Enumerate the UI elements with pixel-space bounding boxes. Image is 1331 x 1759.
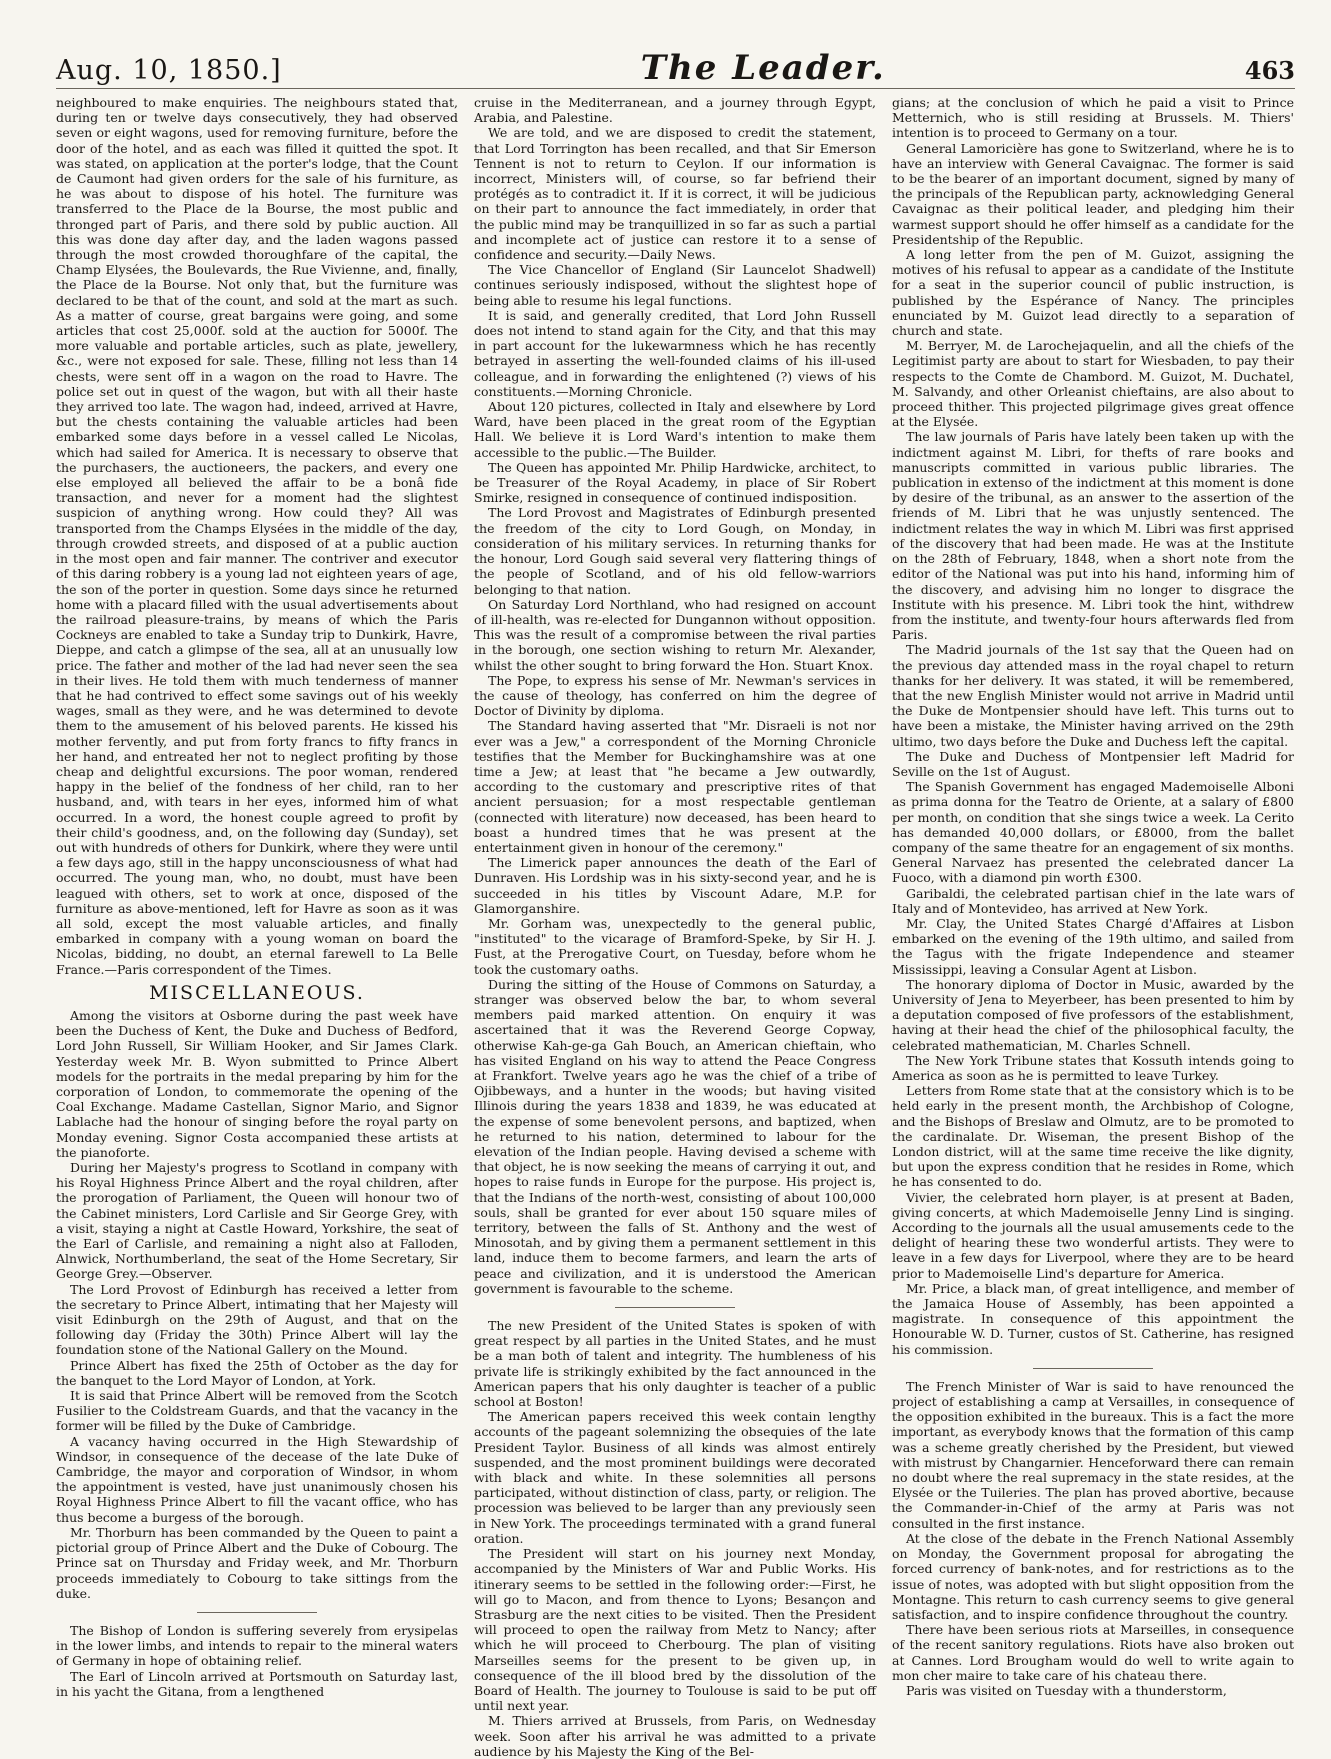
paragraph: The Lord Provost and Magistrates of Edinburgh presented the freedom of the city to Lord Gough, on Monday, in consideration of his military services. In returning thanks for the honour, Lord Gough said several very flattering things of the people of Scotland, and of his old fellow-warriors belonging to that nation. <box>474 505 876 597</box>
american-news-items <box>474 1318 876 1759</box>
paragraph: M. Thiers arrived at Brussels, from Paris, on Wednesday week. Soon after his arrival he was admitted to a private audience by his Majesty the King of the Bel- <box>474 1713 876 1759</box>
paragraph: Mr. Gorham was, unexpectedly to the general public, "instituted" to the vicarage of Bramford-Speke, by Sir H. J. Fust, at the Prerogative Court, on Tuesday, before whom he took the customary oaths. <box>474 915 876 977</box>
paragraph: During the sitting of the House of Commons on Saturday, a stranger was observed below the bar, to whom several members paid marked attention. On enquiry it was ascertained that it was the Reverend George Copway, otherwise Kah-ge-ga Gah Bouch, an American chieftain, who has visited England on his way to attend the Peace Congress at Frankfort. Twelve years ago he was the chief of a tribe of Ojibbeways, and a hunter in the woods; but having visited Illinois during the years 1838 and 1839, he was educated at the expense of some benevolent persons, and baptized, when he returned to his nation, determined to labour for the elevation of the Indian people. Having devised a scheme with that object, he is now seeking the means of carrying it out, and hopes to raise funds in Europe for the purpose. His project is, that the Indians of the north-west, consisting of about 100,000 souls, shall be granted for ever about 150 square miles of territory, between the falls of St. Anthony and the west of Minosotah, and by giving them a permanent settlement in this land, induce them to become farmers, and learn the arts of peace and civilization, and it is understood the American government is favourable to the scheme. <box>474 976 876 1296</box>
paragraph: The honorary diploma of Doctor in Music, awarded by the University of Jena to Meyerbeer, has been presented to him by a deputation composed of five professors of the establishment, having at their head the chief of the philosophical faculty, the celebrated mathematician, M. Charles Schnell. <box>892 976 1294 1053</box>
paragraph: The French Minister of War is said to have renounced the project of establishing a camp at Versailles, in consequence of the opposition exhibited in the bureaux. This is a fact the more important, as everybody knows that the formation of this camp was a scheme greatly cherished by the President, but viewed with mistrust by Changarnier. Henceforward there can remain no doubt where the real supremacy in the state resides, at the Elysée or the Tuileries. The plan has proved abortive, because the Commander-in-Chief of the army at Paris was not consulted in the first instance. <box>892 1378 1294 1531</box>
paragraph: The Spanish Government has engaged Mademoiselle Alboni as prima donna for the Teatro de Oriente, at a salary of £800 per month, on condition that she sings twice a week. La Cerito has demanded 40,000 dollars, or £8000, from the ballet company of the same theatre for an engagement of six months. General Narvaez has presented the celebrated dancer La Fuoco, with a diamond pin worth £300. <box>892 779 1294 886</box>
masthead <box>56 48 1295 89</box>
paragraph: The American papers received this week contain lengthy accounts of the pageant solemnizing the obsequies of the late President Taylor. Business of all kinds was almost entirely suspended, and the most prominent buildings were decorated with black and white. In these solemnities all persons participated, without distinction of class, party, or religion. The procession was believed to be larger than any previously seen in New York. The proceedings terminated with a grand funeral oration. <box>474 1409 876 1546</box>
paragraph: Mr. Price, a black man, of great intelligence, and member of the Jamaica House of Assembly, has been appointed a magistrate. In consequence of this appointment the Honourable W. D. Turner, custos of St. Catherine, has resigned his commission. <box>892 1280 1294 1357</box>
paragraph: On Saturday Lord Northland, who had resigned on account of ill-health, was re-elected for Dungannon without opposition. This was the result of a compromise between the rival parties in the borough, one section wishing to return Mr. Alexander, whilst the other sought to bring forward the Hon. Stuart Knox. <box>474 596 876 673</box>
paragraph: A long letter from the pen of M. Guizot, assigning the motives of his refusal to appear as a candidate of the Institute for a seat in the superior council of public instruction, is published by the Espérance of Nancy. The principles enunciated by M. Guizot lead directly to a separation of church and state. <box>892 247 1294 339</box>
section-heading-miscellaneous: MISCELLANEOUS. <box>149 981 365 1004</box>
paragraph: The Limerick paper announces the death of the Earl of Dunraven. His Lordship was in his sixty-second year, and he is succeeded in his titles by Viscount Adare, M.P. for Glamorganshire. <box>474 855 876 916</box>
paragraph: There have been serious riots at Marseilles, in consequence of the recent sanitory regulations. Riots have also broken out at Cannes. Lord Brougham would do well to write again to mon cher maire to take care of his chateau there. <box>892 1622 1294 1683</box>
french-news-items <box>892 1379 1294 1698</box>
miscellaneous-items-continued <box>56 1623 458 1699</box>
paragraph: About 120 pictures, collected in Italy and elsewhere by Lord Ward, have been placed in the great room of the Egyptian Hall. We believe it is Lord Ward's intention to make them accessible to the public.—The Builder. <box>474 399 876 460</box>
paragraph: Mr. Clay, the United States Chargé d'Affaires at Lisbon embarked on the evening of the 19th ultimo, and sailed from the Tagus with the frigate Independence and steamer Mississippi, leaving a Consular Agent at Lisbon. <box>892 915 1294 977</box>
paragraph: It is said, and generally credited, that Lord John Russell does not intend to stand again for the City, and that this may in part account for the lukewarmness which he has recently betrayed in asserting the well-founded claims of his ill-used colleague, and in forwarding the enlightened (?) views of his constituents.—Morning Chronicle. <box>474 307 876 399</box>
paragraph: A vacancy having occurred in the High Stewardship of Windsor, in consequence of the decease of the late Duke of Cambridge, the mayor and corporation of Windsor, in whom the appointment is vested, have just unanimously chosen his Royal Highness Prince Albert to fill the vacant office, who has thus become a burgess of the borough. <box>56 1433 458 1525</box>
paragraph: The Earl of Lincoln arrived at Portsmouth on Saturday last, in his yacht the Gitana, from a lengthened <box>56 1668 458 1699</box>
news-items <box>474 95 876 1296</box>
newspaper-title: The Leader. <box>640 48 886 88</box>
paragraph: Among the visitors at Osborne during the past week have been the Duchess of Kent, the Duke and Duchess of Bedford, Lord John Russell, Sir William Hooker, and Sir James Clark. Yesterday week Mr. B. Wyon submitted to Prince Albert models for the portraits in the medal preparing by him for the corporation of London, to commemorate the opening of the Coal Exchange. Madame Castellan, Signor Mario, and Signor Lablache had the honour of singing before the royal party on Monday evening. Signor Costa accompanied these artists at the pianoforte. <box>56 1007 458 1160</box>
paragraph: Letters from Rome state that at the consistory which is to be held early in the present month, the Archbishop of Cologne, and the Bishops of Breslaw and Olmutz, are to be promoted to the cardinalate. Dr. Wiseman, the present Bishop of the London district, will at the same time receive the like dignity, but upon the express condition that he resides in Rome, which he has consented to do. <box>892 1083 1294 1190</box>
paragraph: M. Berryer, M. de Larochejaquelin, and all the chiefs of the Legitimist party are about to start for Wiesbaden, to pay their respects to the Comte de Chambord. M. Guizot, M. Duchatel, M. Salvandy, and other Orleanist chieftains, are also about to proceed thither. This projected pilgrimage gives great offence at the Elysée. <box>892 338 1294 430</box>
paragraph: The Madrid journals of the 1st say that the Queen had on the previous day attended mass in the royal chapel to return thanks for her delivery. It was stated, it will be remembered, that the new English Minister would not arrive in Madrid until the Duke de Montpensier should have left. This turns out to have been a mistake, the Minister having arrived on the 29th ultimo, two days before the Duke and Duchess left the capital. <box>892 642 1294 749</box>
paragraph: gians; at the conclusion of which he paid a visit to Prince Metternich, who is still residing at Brussels. M. Thiers' intention is to proceed to Germany on a tour. <box>892 95 1294 141</box>
paragraph: The New York Tribune states that Kossuth intends going to America as soon as he is permitted to leave Turkey. <box>892 1052 1294 1083</box>
paragraph: The Vice Chancellor of England (Sir Launcelot Shadwell) continues seriously indisposed, without the slightest hope of being able to resume his legal functions. <box>474 262 876 308</box>
paragraph: It is said that Prince Albert will be removed from the Scotch Fusilier to the Coldstream Guards, and that the vacancy in the former will be filled by the Duke of Cambridge. <box>56 1388 458 1434</box>
issue-date: Aug. 10, 1850.] <box>56 55 282 86</box>
column-1 <box>56 95 458 1759</box>
paragraph: The new President of the United States is spoken of with great respect by all parties in the United States, and he must be a man both of talent and integrity. The humbleness of his private life is strikingly exhibited by the fact announced in the American papers that his only daughter is teacher of a public school at Boston! <box>474 1318 876 1410</box>
section-divider <box>197 1612 317 1613</box>
miscellaneous-items <box>56 1008 458 1601</box>
paragraph: Garibaldi, the celebrated partisan chief in the late wars of Italy and of Montevideo, has arrived at New York. <box>892 885 1294 916</box>
paragraph: At the close of the debate in the French National Assembly on Monday, the Government proposal for abrogating the forced currency of bank-notes, and for restrictions as to the issue of notes, was adopted with but slight opposition from the Montagne. This return to cash currency seems to give general satisfaction, and to inspire confidence throughout the country. <box>892 1530 1294 1622</box>
column-2 <box>474 95 876 1759</box>
foreign-news-items <box>892 95 1294 1357</box>
section-divider <box>1033 1368 1153 1369</box>
paragraph: The Duke and Duchess of Montpensier left Madrid for Seville on the 1st of August. <box>892 748 1294 779</box>
paragraph: Mr. Thorburn has been commanded by the Queen to paint a pictorial group of Prince Albert and the Duke of Cobourg. The Prince sat on Thursday and Friday week, and Mr. Thorburn proceeds immediately to Cobourg to take sittings from the duke. <box>56 1524 458 1601</box>
paragraph: Vivier, the celebrated horn player, is at present at Baden, giving concerts, at which Mademoiselle Jenny Lind is singing. According to the journals all the usual amusements cede to the delight of hearing these two wonderful artists. They were to leave in a few days for Liverpool, where they are to be heard prior to Mademoiselle Lind's departure for America. <box>892 1189 1294 1281</box>
paragraph: cruise in the Mediterranean, and a journey through Egypt, Arabia, and Palestine. <box>474 95 876 126</box>
paragraph: The Lord Provost of Edinburgh has received a letter from the secretary to Prince Albert, intimating that her Majesty will visit Edinburgh on the 29th of August, and that on the following day (Friday the 30th) Prince Albert will lay the foundation stone of the National Gallery on the Mound. <box>56 1281 458 1358</box>
paragraph: The Pope, to express his sense of Mr. Newman's services in the cause of theology, has conferred on him the degree of Doctor of Divinity by diploma. <box>474 672 876 719</box>
section-divider <box>615 1307 735 1308</box>
paragraph: Prince Albert has fixed the 25th of October as the day for the banquet to the Lord Mayor of London, at York. <box>56 1357 458 1388</box>
page-number: 463 <box>1244 56 1295 85</box>
paragraph: The law journals of Paris have lately been taken up with the indictment against M. Libri, for thefts of rare books and manuscripts committed in various public libraries. The publication in extenso of the indictment at this moment is done by desire of the tribunal, as an answer to the assertion of the friends of M. Libri that he was unjustly sentenced. The indictment relates the way in which M. Libri was first apprised of the discovery that had been made. He was at the Institute on the 28th of February, 1848, when a short note from the editor of the National was put into his hand, informing him of the discovery, and advising him no longer to disgrace the Institute with his presence. M. Libri took the hint, withdrew from the institute, and twenty-four hours afterwards fled from Paris. <box>892 429 1294 643</box>
paragraph: We are told, and we are disposed to credit the statement, that Lord Torrington has been recalled, and that Sir Emerson Tennent is not to return to Ceylon. If our information is incorrect, Ministers will, of course, so far befriend their protégés as to contradict it. If it is correct, it will be judicious on their part to announce the fact immediately, in order that the public mind may be tranquillized in so far as such a partial and incomplete act of justice can restore it to a sense of confidence and security.—Daily News. <box>474 125 876 263</box>
paragraph: The Bishop of London is suffering severely from erysipelas in the lower limbs, and intends to repair to the mineral waters of Germany in hope of obtaining relief. <box>56 1622 458 1669</box>
paragraph: General Lamoricière has gone to Switzerland, where he is to have an interview with General Cavaignac. The former is said to be the bearer of an important document, signed by many of the principals of the Republican party, acknowledging General Cavaignac as their political leader, and pledging him their warmest support should he offer himself as a candidate for the Presidentship of the Republic. <box>892 140 1294 247</box>
paragraph: The Standard having asserted that "Mr. Disraeli is not nor ever was a Jew," a correspondent of the Morning Chronicle testifies that the Member for Buckinghamshire was at one time a Jew; at least that "he became a Jew outwardly, according to the customary and prescriptive rites of that ancient persuasion; for a most respectable gentleman (connected with literature) now deceased, has been heard to boast a hundred times that he was present at the entertainment given in honour of the ceremony." <box>474 718 876 855</box>
column-3 <box>892 95 1294 1759</box>
paragraph: The Queen has appointed Mr. Philip Hardwicke, architect, to be Treasurer of the Royal Academy, in place of Sir Robert Smirke, resigned in consequence of continued indisposition. <box>474 459 876 506</box>
paragraph: During her Majesty's progress to Scotland in company with his Royal Highness Prince Albert and the royal children, after the prorogation of Parliament, the Queen will honour two of the Cabinet ministers, Lord Carlisle and Sir George Grey, with a visit, staying a night at Castle Howard, Yorkshire, the seat of the Earl of Carlisle, and remaining a night also at Falloden, Alnwick, Northumberland, the seat of the Home Secretary, Sir George Grey.—Observer. <box>56 1160 458 1282</box>
paragraph: The President will start on his journey next Monday, accompanied by the Ministers of War and Public Works. His itinerary seems to be settled in the following order:—First, he will go to Macon, and from thence to Lyons; Besançon and Strasburg are the next cities to be visited. Then the President will proceed to open the railway from Metz to Nancy; after which he will proceed to Cherbourg. The plan of visiting Marseilles seems for the present to be given up, in consequence of the ill blood bred by the dissolution of the Board of Health. The journey to Toulouse is said to be put off until next year. <box>474 1546 876 1714</box>
paragraph: Paris was visited on Tuesday with a thunderstorm, <box>906 1682 1227 1698</box>
paragraph: neighboured to make enquiries. The neighbours stated that, during ten or twelve days consecutively, they had observed seven or eight wagons, used for removing furniture, before the door of the hotel, and as each was filled it quitted the spot. It was stated, on application at the porter's lodge, that the Count de Caumont had given orders for the sale of his furniture, as he was about to dispose of his hotel. The furniture was transferred to the Place de la Bourse, the most public and thronged part of Paris, and there sold by public auction. All this was done day after day, and the laden wagons passed through the most crowded thoroughfare of the capital, the Champ Elysées, the Boulevards, the Rue Vivienne, and, finally, the Place de la Bourse. Not only that, but the furniture was declared to be that of the count, and sold at the mart as such. As a matter of course, great bargains were going, and some articles that cost 25,000f. sold at the auction for 5000f. The more valuable and portable articles, such as plate, jewellery, &c., were not exposed for sale. These, filling not less than 14 chests, were sent off in a wagon on the road to Havre. The police set out in quest of the wagon, but with all their haste they arrived too late. The wagon had, indeed, arrived at Havre, but the chests containing the valuable articles had been embarked some days before in a vessel called Le Nicolas, which had sailed for America. It is necessary to observe that the purchasers, the auctioneers, the packers, and every one else employed all believed the affair to be a bonâ fide transaction, and never for a moment had the slightest suspicion of anything wrong. How could they? All was transported from the Champs Elysées in the middle of the day, through crowded streets, and disposed of at a public auction in the most open and fair manner. The contriver and executor of this daring robbery is a young lad not eighteen years of age, the son of the porter in question. Some days since he returned home with a placard filled with the usual advertisements about the railroad pleasure-trains, by means of which the Paris Cockneys are enabled to take a Sunday trip to Dunkirk, Havre, Dieppe, and catch a glimpse of the sea, all at an unusually low price. The father and mother of the lad had never seen the sea in their lives. He told them with much tenderness of manner that he had contrived to effect some savings out of his weekly wages, small as they were, and he was determined to devote them to the amusement of his beloved parents. He kissed his mother fervently, and put from forty francs to fifty francs in her hand, and entreated her not to neglect profiting by those cheap and delightful excursions. The poor woman, rendered happy in the belief of the fondness of her child, ran to her husband, and, with tears in her eyes, informed him of what occurred. In a word, the honest couple agreed to profit by their child's goodness, and, on the following day (Sunday), set out with hundreds of others for Dunkirk, where they were until a few days ago, still in the happy unconsciousness of what had occurred. The young man, who, no doubt, must have been leagued with others, set to work at once, disposed of the furniture as above-mentioned, left for Havre as soon as it was all sold, except the most valuable articles, and finally embarked in company with a young woman on board the Nicolas, bidding, no doubt, an eternal farewell to La Belle France.—Paris correspondent of the Times. <box>56 95 458 977</box>
paris-robbery-article <box>56 95 458 977</box>
article-columns <box>56 95 1295 1759</box>
